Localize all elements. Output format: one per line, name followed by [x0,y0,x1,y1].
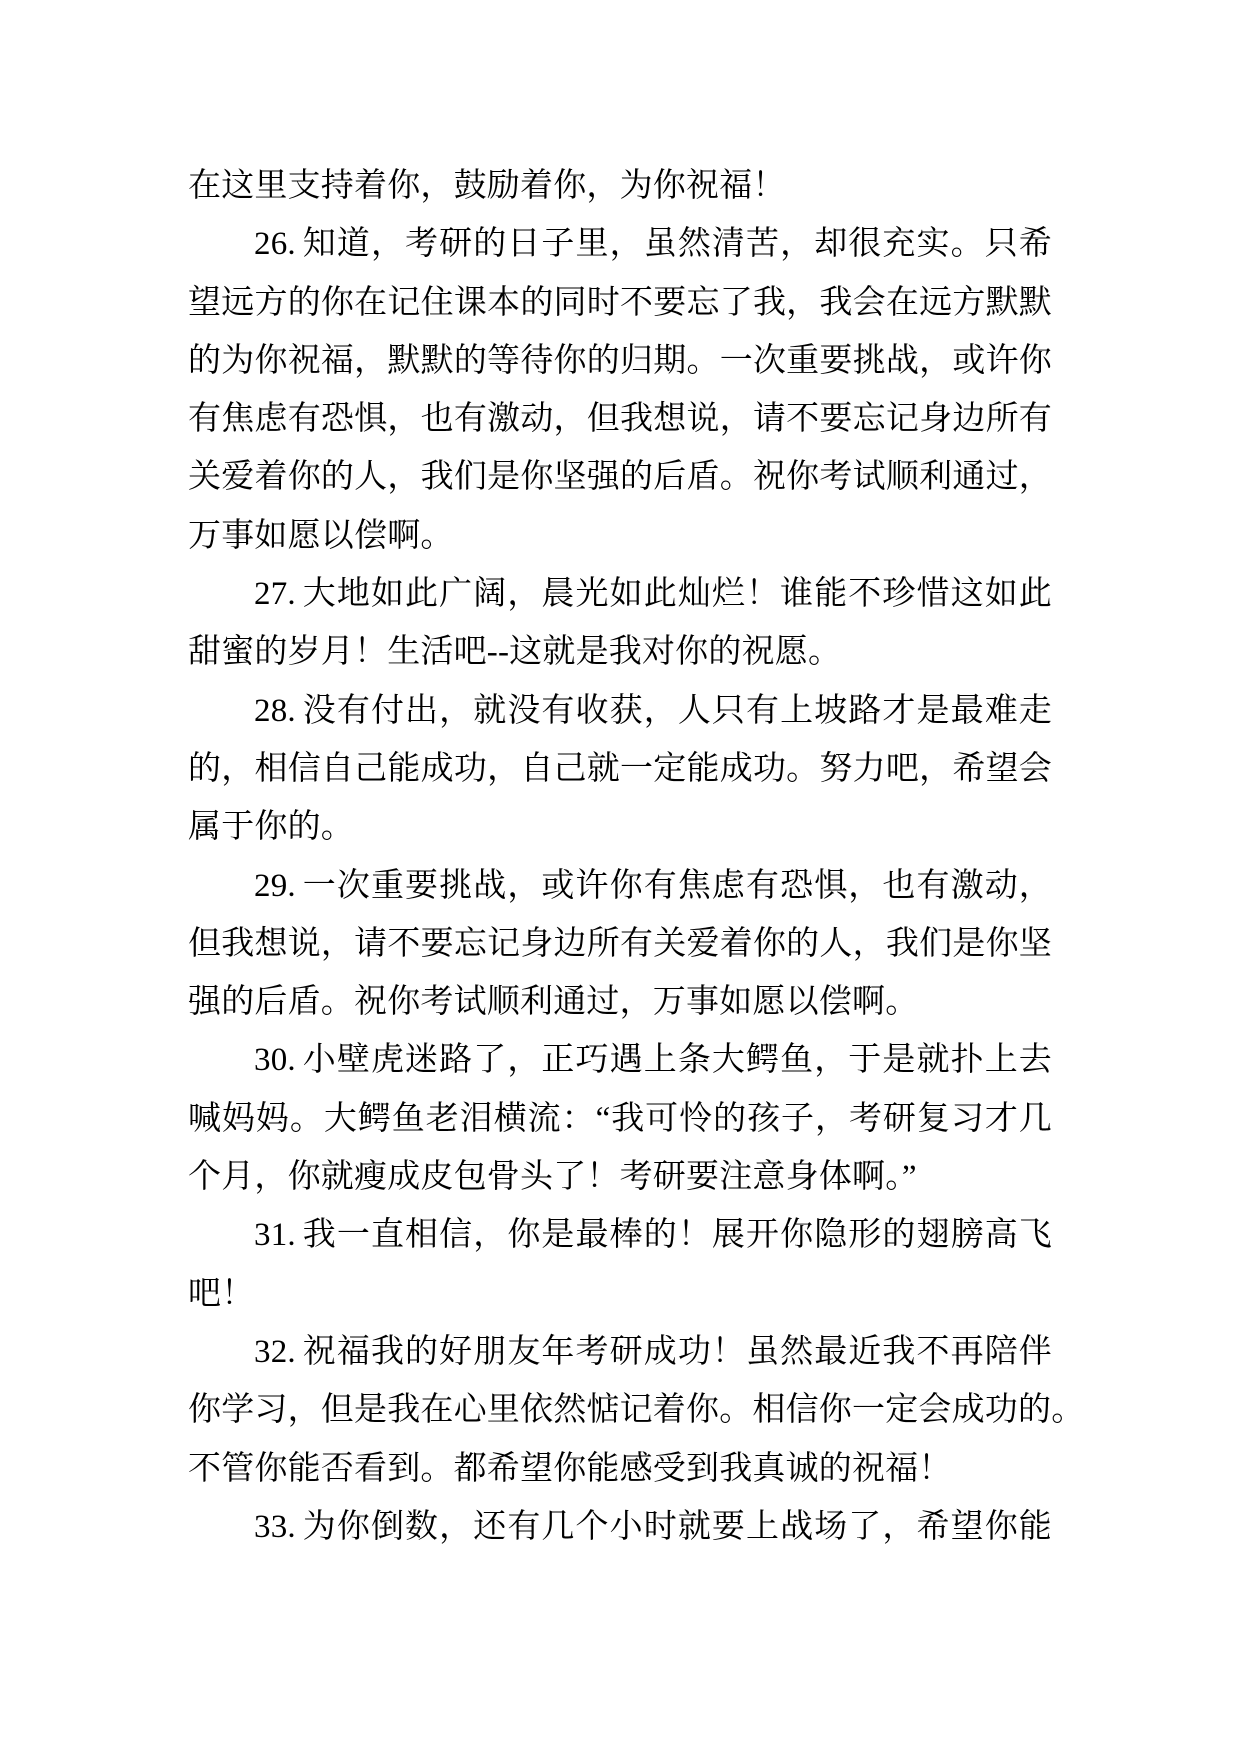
paragraph-line: 关爱着你的人，我们是你坚强的后盾。祝你考试顺利通过， [188,459,1052,496]
paragraph-line: 望远方的你在记住课本的同时不要忘了我，我会在远方默默 [188,284,1052,321]
paragraph-line: 不管你能否看到。都希望你能感受到我真诚的祝福！ [188,1450,952,1487]
paragraph-line: 的，相信自己能成功，自己就一定能成功。努力吧，希望会 [188,750,1052,787]
paragraph-line: 属于你的。 [188,809,354,846]
paragraph-line: 31. 我一直相信，你是最棒的！展开你隐形的翅膀高飞 [254,1217,1052,1254]
paragraph-line: 甜蜜的岁月！生活吧--这就是我对你的祝愿。 [188,634,842,671]
paragraph-number: 29. [254,867,296,904]
paragraph-line: 30. 小壁虎迷路了，正巧遇上条大鳄鱼，于是就扑上去 [254,1042,1052,1079]
document-body [188,157,1085,1556]
paragraph-number: 27. [254,576,296,613]
paragraph-line: 33. 为你倒数，还有几个小时就要上战场了，希望你能 [254,1508,1052,1545]
paragraph-line: 个月，你就瘦成皮包骨头了！考研要注意身体啊。” [188,1159,917,1196]
paragraph-line: 27. 大地如此广阔，晨光如此灿烂！谁能不珍惜这如此 [254,576,1052,613]
paragraph-number: 26. [254,226,296,263]
paragraph-line: 但我想说，请不要忘记身边所有关爱着你的人，我们是你坚 [188,925,1052,962]
paragraph-line: 有焦虑有恐惧，也有激动，但我想说，请不要忘记身边所有 [188,401,1052,438]
paragraph-line: 29. 一次重要挑战，或许你有焦虑有恐惧，也有激动， [254,867,1052,904]
paragraph-line: 你学习，但是我在心里依然惦记着你。相信你一定会成功的。 [188,1392,1085,1429]
paragraph-number: 33. [254,1508,296,1545]
paragraph-line: 32. 祝福我的好朋友年考研成功！虽然最近我不再陪伴 [254,1333,1052,1370]
paragraph-line: 吧！ [188,1275,255,1312]
paragraph-line: 的为你祝福，默默的等待你的归期。一次重要挑战，或许你 [188,342,1052,379]
paragraph-line: 强的后盾。祝你考试顺利通过，万事如愿以偿啊。 [188,984,919,1021]
paragraph-line: 喊妈妈。大鳄鱼老泪横流：“我可怜的孩子，考研复习才几 [188,1100,1052,1137]
paragraph-number: 30. [254,1042,296,1079]
paragraph-line: 26. 知道，考研的日子里，虽然清苦，却很充实。只希 [254,226,1052,263]
paragraph-number: 31. [254,1217,296,1254]
paragraph-number: 28. [254,692,296,729]
paragraph-number: 32. [254,1333,296,1370]
continuation-line: 在这里支持着你，鼓励着你，为你祝福！ [188,168,786,204]
paragraph-line: 28. 没有付出，就没有收获，人只有上坡路才是最难走 [254,692,1052,729]
paragraph-line: 万事如愿以偿啊。 [188,517,454,554]
